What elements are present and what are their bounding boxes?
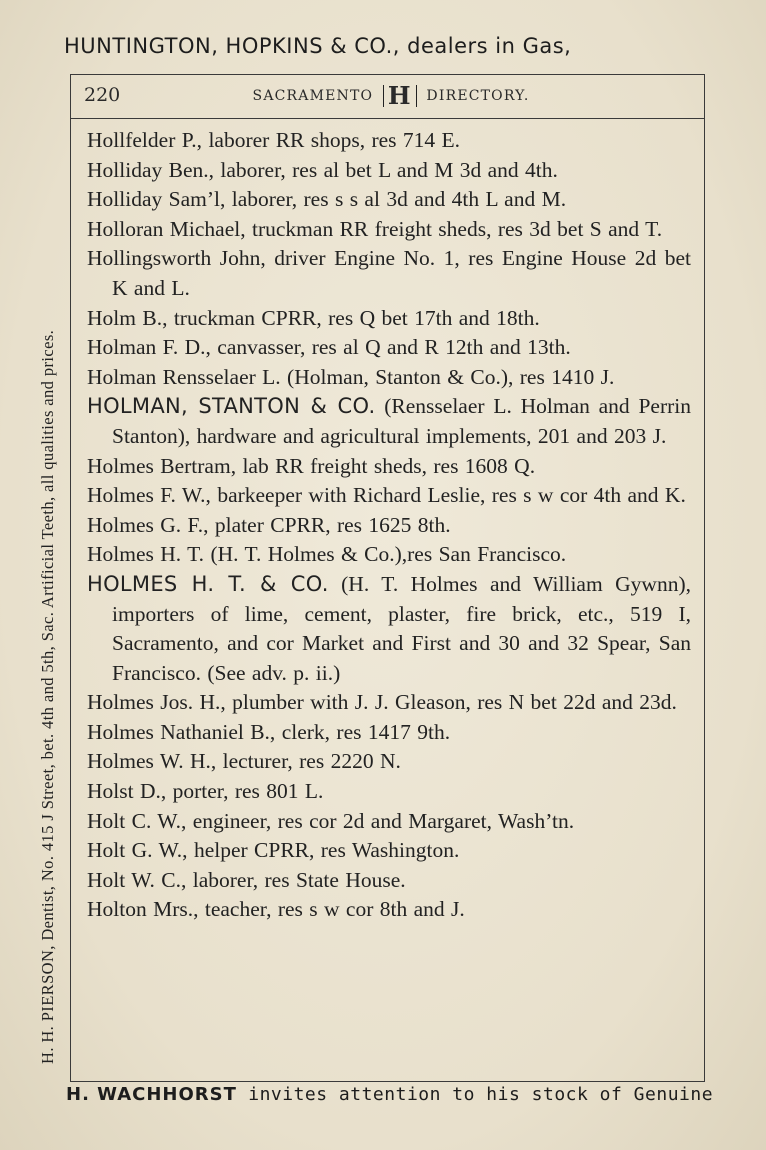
directory-entry bbox=[87, 304, 691, 334]
directory-entry bbox=[87, 333, 691, 363]
entry-detail: lecturer, res 2220 N. bbox=[216, 749, 401, 774]
directory-entry bbox=[87, 866, 691, 896]
entry-detail: engineer, res cor 2d and Margaret, Wash’tn. bbox=[186, 808, 575, 833]
directory-entry bbox=[87, 570, 691, 688]
entry-detail: (Rensselaer L. Holman and Perrin Stanton), hardware and agricultural implements, 201 and 203 J. bbox=[112, 394, 691, 448]
entry-detail: helper CPRR, res Washington. bbox=[187, 838, 460, 863]
entry-name: Holloran Michael, bbox=[87, 216, 246, 241]
entry-detail: (H. T. Holmes and William Gywnn), importers of lime, cement, plaster, fire brick, etc., 519 I, Sacramento, and cor Market and First and 30 and 32 Spear, San Francisco. (See adv. p. ii.) bbox=[112, 571, 691, 685]
entry-detail: (Holman, Stanton & Co.), res 1410 J. bbox=[280, 364, 615, 389]
bottom-ad-name: H. WACHHORST bbox=[66, 1084, 237, 1105]
entry-name: Holt C. W., bbox=[87, 808, 187, 833]
entry-name: Holm B., bbox=[87, 305, 168, 330]
entry-name: Holmes Jos. H., bbox=[87, 690, 226, 715]
entry-detail: teacher, res s w cor 8th and J. bbox=[198, 897, 465, 922]
side-advertisement: H. H. PIERSON, Dentist, No. 415 J Street, bet. 4th and 5th, Sac. Artificial Teeth, all qualities and prices. bbox=[38, 329, 57, 1064]
entry-detail: porter, res 801 L. bbox=[166, 779, 324, 804]
entry-detail: lab RR freight sheds, res 1608 Q. bbox=[236, 453, 536, 478]
directory-entry bbox=[87, 156, 691, 186]
directory-entry bbox=[87, 807, 691, 837]
entry-name: Holman Rensselaer L. bbox=[87, 364, 281, 389]
running-head-title bbox=[231, 81, 551, 110]
entry-name: Holmes F. W., bbox=[87, 483, 211, 508]
directory-entry bbox=[87, 747, 691, 777]
entry-name: Holliday Ben., bbox=[87, 157, 214, 182]
entry-detail: laborer, res al bet L and M 3d and 4th. bbox=[214, 157, 558, 182]
entry-name: Holt G. W., bbox=[87, 838, 188, 863]
entry-name: Hollingsworth John, bbox=[87, 246, 266, 271]
entry-detail: driver Engine No. 1, res Engine House 2d bet K and L. bbox=[112, 246, 692, 300]
entry-name: Holman F. D., bbox=[87, 335, 211, 360]
top-ad-firm: HUNTINGTON, HOPKINS & CO. bbox=[64, 34, 393, 58]
entry-name: Holliday Sam’l, bbox=[87, 187, 226, 212]
entry-name: Holmes W. H., bbox=[87, 749, 217, 774]
section-letter: H bbox=[383, 85, 417, 107]
directory-entry bbox=[87, 511, 691, 541]
directory-entry bbox=[87, 540, 691, 570]
entry-detail: clerk, res 1417 9th. bbox=[275, 719, 451, 744]
directory-entry bbox=[87, 363, 691, 393]
entry-name: HOLMAN, STANTON & CO. bbox=[87, 394, 376, 419]
entry-name: Holmes H. T. bbox=[87, 542, 205, 567]
directory-entry bbox=[87, 688, 691, 718]
entry-detail: truckman RR freight sheds, res 3d bet S and T. bbox=[245, 216, 663, 241]
entry-name: Holton Mrs., bbox=[87, 897, 199, 922]
entry-detail: laborer RR shops, res 714 E. bbox=[202, 128, 461, 152]
page-frame bbox=[70, 74, 705, 1082]
directory-entries bbox=[87, 126, 691, 925]
directory-entry bbox=[87, 126, 691, 156]
running-header bbox=[71, 75, 704, 119]
entry-name: Holmes G. F., bbox=[87, 512, 209, 537]
running-head-right: DIRECTORY. bbox=[426, 88, 530, 104]
entry-name: Holt W. C., bbox=[87, 867, 187, 892]
page-number: 220 bbox=[84, 84, 121, 106]
entry-detail: canvasser, res al Q and R 12th and 13th. bbox=[210, 335, 571, 360]
bottom-ad-text: invites attention to his stock of Genuine bbox=[236, 1084, 714, 1105]
directory-entry bbox=[87, 452, 691, 482]
directory-entry bbox=[87, 836, 691, 866]
directory-entry bbox=[87, 185, 691, 215]
entry-detail: truckman CPRR, res Q bet 17th and 18th. bbox=[167, 305, 540, 330]
directory-entry bbox=[87, 392, 691, 451]
entry-name: Holmes Nathaniel B., bbox=[87, 719, 276, 744]
directory-entry bbox=[87, 481, 691, 511]
entry-name: Holmes Bertram, bbox=[87, 453, 237, 478]
entry-detail: (H. T. Holmes & Co.),res San Francisco. bbox=[204, 542, 567, 567]
directory-entry bbox=[87, 244, 691, 303]
directory-entry bbox=[87, 777, 691, 807]
entry-name: Hollfelder P., bbox=[87, 128, 203, 152]
directory-entry bbox=[87, 718, 691, 748]
bottom-advertisement bbox=[66, 1084, 713, 1105]
running-head-left: SACRAMENTO bbox=[252, 88, 374, 104]
entry-name: HOLMES H. T. & CO. bbox=[87, 571, 329, 596]
entry-detail: barkeeper with Richard Leslie, res s w cor 4th and K. bbox=[210, 483, 686, 508]
top-ad-text: , dealers in Gas, bbox=[392, 34, 572, 58]
entry-detail: plumber with J. J. Gleason, res N bet 22d and 23d. bbox=[225, 690, 677, 715]
top-advertisement bbox=[64, 34, 714, 58]
entry-detail: laborer, res State House. bbox=[186, 867, 406, 892]
directory-entry bbox=[87, 895, 691, 925]
directory-entry bbox=[87, 215, 691, 245]
entry-detail: laborer, res s s al 3d and 4th L and M. bbox=[225, 187, 567, 212]
entry-name: Holst D., bbox=[87, 779, 167, 804]
entry-detail: plater CPRR, res 1625 8th. bbox=[208, 512, 451, 537]
